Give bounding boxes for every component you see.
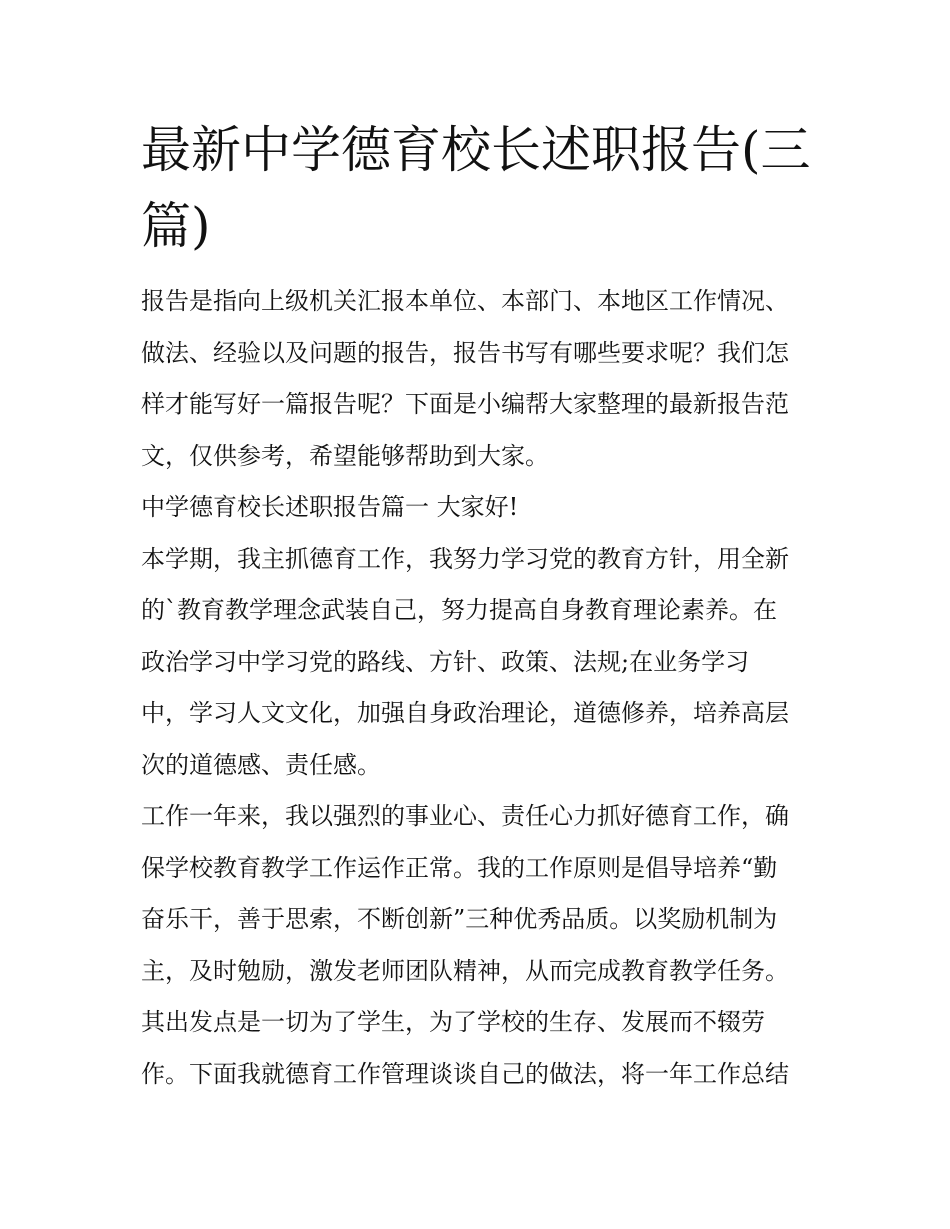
title-line: 最新中学德育校长述职报告(三 [141,121,811,179]
document-body [141,276,813,1100]
body-line: 其出发点是一切为了学生，为了学校的生存、发展而不辍劳 [141,1008,765,1036]
body-line: 次的道德感、责任感。 [141,750,381,779]
title-line: 篇) [141,197,211,255]
body-line: 工作一年来，我以强烈的事业心、责任心力抓好德育工作，确 [141,802,789,830]
body-line: 文，仅供参考，希望能够帮助到大家。 [141,441,549,470]
body-line: 作。下面我就德育工作管理谈谈自己的做法，将一年工作总结 [141,1059,789,1088]
body-line: 样才能写好一篇报告呢？下面是小编帮大家整理的最新报告范 [141,390,789,418]
body-line: 保学校教育教学工作运作正常。我的工作原则是倡导培养“勤 [141,853,778,882]
body-line: 报告是指向上级机关汇报本单位、本部门、本地区工作情况、 [141,287,789,315]
body-line: 的`教育教学理念武装自己，努力提高自身教育理论素养。在 [141,596,777,624]
body-line: 主，及时勉励，激发老师团队精神，从而完成教育教学任务。 [141,956,789,985]
body-line: 做法、经验以及问题的报告，报告书写有哪些要求呢？我们怎 [141,338,789,367]
body-line: 政治学习中学习党的路线、方针、政策、法规;在业务学习 [141,647,750,676]
section-heading: 中学德育校长述职报告篇一 大家好! [141,493,519,521]
page-title [141,112,821,264]
body-line: 中，学习人文文化，加强自身政治理论，道德修养，培养高层 [141,699,789,727]
body-line: 本学期，我主抓德育工作，我努力学习党的教育方针，用全新 [141,544,789,573]
body-line: 奋乐干，善于思索，不断创新”三种优秀品质。以奖励机制为 [141,905,778,933]
